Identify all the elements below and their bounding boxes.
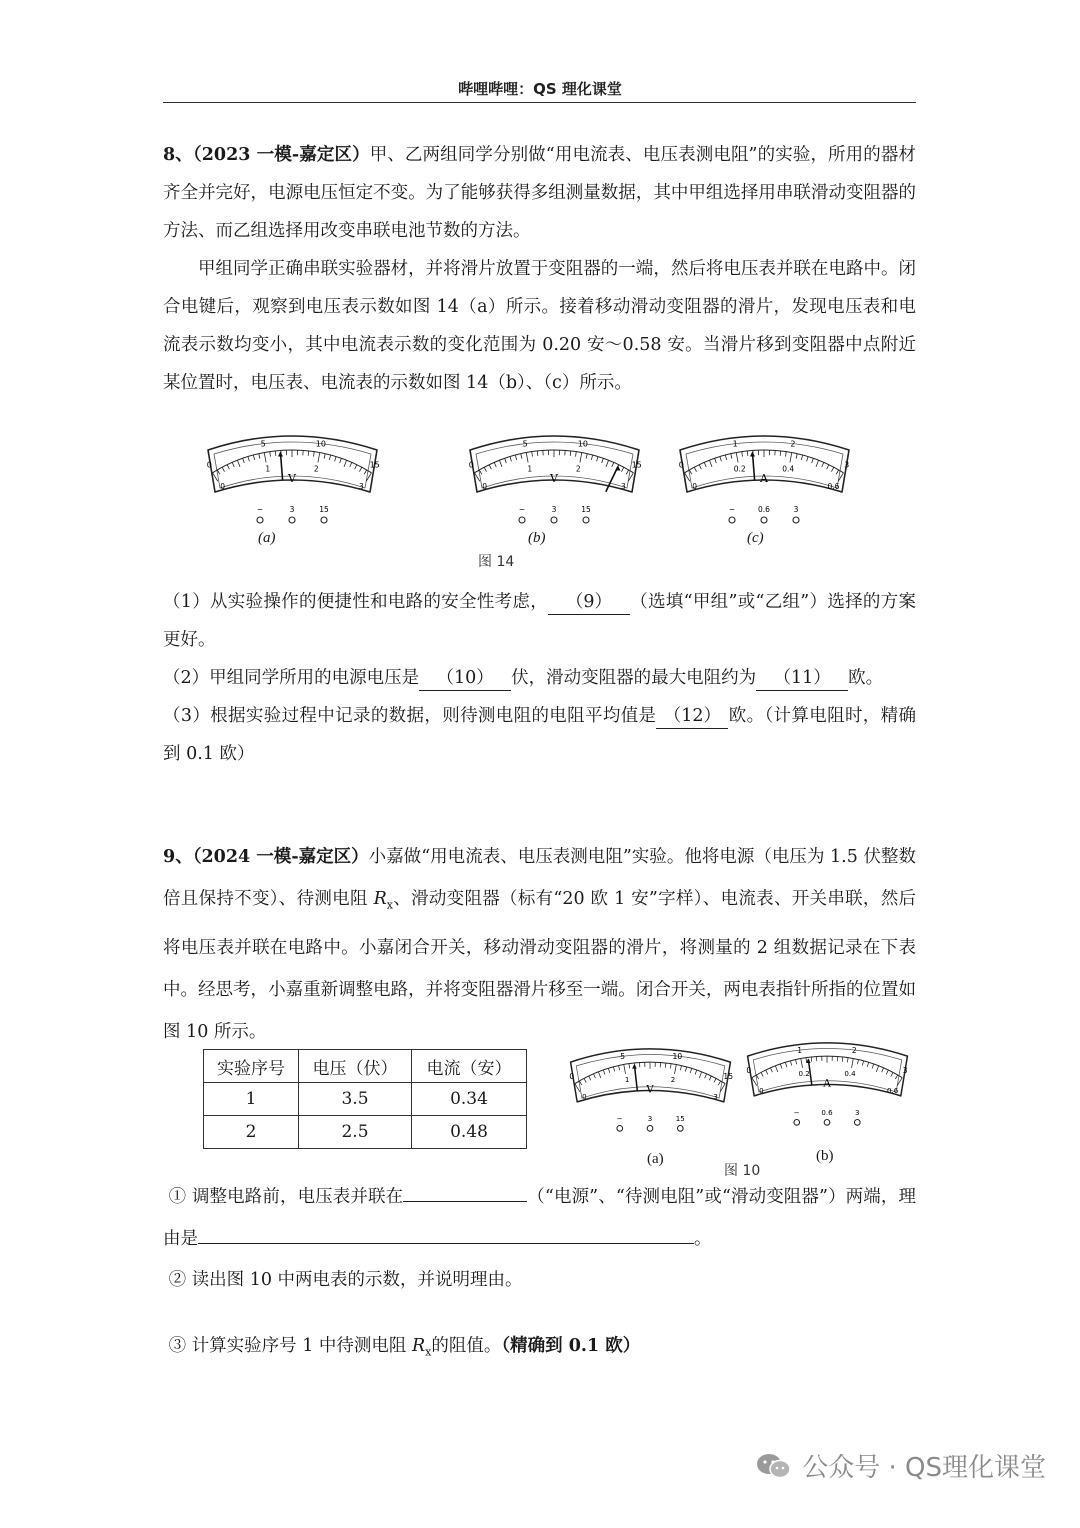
q8-sub2: （2）甲组同学所用的电源电压是 （10） 伏，滑动变阻器的最大电阻约为 （11） 欧。 <box>163 659 916 697</box>
terminal-label: − <box>728 505 736 514</box>
upper-scale-label: 10 <box>315 439 326 449</box>
terminal-post <box>289 517 295 523</box>
scale-tick <box>780 451 781 456</box>
lower-scale-label: 0.4 <box>844 1069 856 1079</box>
terminal-label: 3 <box>289 505 295 514</box>
scale-tick <box>665 1063 666 1068</box>
upper-scale-label: 0 <box>678 460 684 470</box>
q8-sub3: （3）根据实验过程中记录的数据，则待测电阻的电阻平均值是 （12） 欧。（计算电阻时，精确到 0.1 欧） <box>163 706 916 764</box>
lower-scale-label: 1 <box>527 464 533 474</box>
terminal-post <box>854 1120 860 1126</box>
upper-scale-label: 10 <box>577 439 588 449</box>
scale-tick <box>811 1057 812 1062</box>
lower-scale-label: 2 <box>575 464 581 474</box>
terminal-post <box>321 517 327 523</box>
table-cell: 2.5 <box>299 1116 412 1149</box>
lower-scale-label: 0 <box>482 481 487 491</box>
lower-scale-label: 0.6 <box>887 1085 899 1095</box>
blank-9[interactable]: （9） <box>548 590 630 615</box>
lower-scale-label: 1 <box>624 1075 630 1085</box>
upper-scale-label: 2 <box>790 439 796 449</box>
table-header: 电流（安） <box>412 1050 527 1083</box>
upper-scale-label: 0 <box>468 460 474 470</box>
scale-tick <box>308 451 309 456</box>
terminal-label: 15 <box>319 505 329 514</box>
upper-scale-label: 15 <box>723 1071 734 1081</box>
fig14-label-c: (c) <box>747 530 764 546</box>
header-divider <box>163 102 916 103</box>
blank-11[interactable]: （11） <box>756 666 848 691</box>
q9-sub2: ② 读出图 10 中两电表的示数，并说明理由。 <box>168 1270 523 1290</box>
upper-scale-label: 0 <box>746 1065 752 1075</box>
terminal-label: − <box>256 505 264 514</box>
fig14-label-b: (b) <box>528 530 546 546</box>
terminal-label: − <box>616 1113 623 1123</box>
scale-tick <box>570 451 571 456</box>
terminal-label: 0.6 <box>821 1107 833 1117</box>
lower-scale-label: 0 <box>759 1085 764 1095</box>
terminal-label: − <box>793 1107 800 1117</box>
scale-tick <box>275 451 276 456</box>
terminal-post <box>677 1126 683 1132</box>
scale-tick <box>747 451 748 456</box>
terminal-post <box>761 517 767 523</box>
terminal-post <box>583 517 589 523</box>
q8-label: 8、（2023 一模-嘉定区） <box>163 145 370 165</box>
fig10-ammeter-b <box>740 1037 915 1132</box>
meter-symbol: A <box>760 472 768 485</box>
terminal-label: 15 <box>581 505 591 514</box>
upper-scale-label: 2 <box>851 1045 857 1055</box>
upper-scale-label: 0 <box>206 460 212 470</box>
lower-scale-label: 0 <box>692 481 697 491</box>
terminal-label: 3 <box>855 1107 860 1117</box>
table-header: 实验序号 <box>204 1050 299 1083</box>
upper-scale-label: 15 <box>631 460 642 470</box>
blank-reason[interactable] <box>198 1243 694 1244</box>
meter-symbol: A <box>823 1077 831 1090</box>
upper-scale-label: 10 <box>672 1051 683 1061</box>
upper-scale-label: 5 <box>620 1051 626 1061</box>
terminal-label: 3 <box>793 505 799 514</box>
upper-scale-label: 3 <box>844 460 850 470</box>
terminal-post <box>551 517 557 523</box>
blank-12[interactable]: （12） <box>656 704 728 729</box>
scale-tick <box>537 451 538 456</box>
table-header-row <box>204 1050 527 1083</box>
upper-scale-label: 5 <box>260 439 266 449</box>
terminal-post <box>824 1120 830 1126</box>
upper-scale-label: 3 <box>902 1065 908 1075</box>
q8-sub1: （1）从实验操作的便捷性和电路的安全性考虑， （9） （选填“甲组”或“乙组”）选择的方案更好。 <box>163 592 916 650</box>
q9-sub1: ① 调整电路前，电压表并联在 （“电源”、“待测电阻”或“滑动变阻器”）两端，理由是 。 <box>163 1187 916 1249</box>
upper-scale-label: 1 <box>732 439 738 449</box>
terminal-post <box>257 517 263 523</box>
lower-scale-label: 2 <box>313 464 319 474</box>
terminal-label: 3 <box>551 505 557 514</box>
blank-10[interactable]: （10） <box>419 666 511 691</box>
q9-label: 9、（2024 一模-嘉定区） <box>163 847 369 867</box>
q8-text-1: 甲、乙两组同学分别做“用电流表、电压表测电阻”的实验，所用的器材齐全并完好，电源电压恒定不变。为了能够获得多组测量数据，其中甲组选择用串联滑动变阻器的方法、而乙组选择用改变串联电池节数的方法。 <box>163 145 916 241</box>
watermark-text: 公众号 · QS理化课堂 <box>802 1453 1046 1483</box>
lower-scale-label: 0 <box>220 481 225 491</box>
fig14-caption: 图 14 <box>478 554 515 570</box>
upper-scale-label: 15 <box>369 460 380 470</box>
lower-scale-label: 3 <box>359 481 364 491</box>
wechat-icon <box>756 1452 792 1480</box>
terminal-label: 0.6 <box>758 505 770 514</box>
terminal-post <box>617 1126 623 1132</box>
lower-scale-label: 0 <box>582 1091 587 1101</box>
q9-intro: 9、（2024 一模-嘉定区）小嘉做“用电流表、电压表测电阻”实验。他将电源（电压为 1.5 伏整数倍且保持不变）、待测电阻 $R_x$、滑动变阻器（标有“20 欧 1 安”字样）、电流表、开关串联，然后将电压表并联在电路中。小嘉闭合开关，移动滑动变阻器的滑片，将测量的 2 组数据记录在下表中。经思考，小嘉重新调整电路，并将变阻器滑片移至一端。闭合开关，两电表指针所指的位置如图 10 所示。 <box>163 847 917 1042</box>
fig14-voltmeter-a <box>200 430 385 530</box>
table-cell: 3.5 <box>299 1083 412 1116</box>
lower-scale-label: 1 <box>265 464 271 474</box>
terminal-post <box>793 517 799 523</box>
terminal-post <box>729 517 735 523</box>
terminal-post <box>794 1120 800 1126</box>
lower-scale-label: 2 <box>670 1075 676 1085</box>
table-cell: 0.48 <box>412 1116 527 1149</box>
terminal-post <box>647 1126 653 1132</box>
lower-scale-label: 0.2 <box>733 464 746 474</box>
fig10-label-a: (a) <box>647 1151 664 1167</box>
table-row <box>204 1116 527 1149</box>
lower-scale-label: 0.4 <box>782 464 795 474</box>
q9-sub3: ③ 计算实验序号 1 中待测电阻 $R_x$的阻值。（精确到 0.1 欧） <box>168 1336 641 1359</box>
table-header: 电压（伏） <box>299 1050 412 1083</box>
lower-scale-label: 3 <box>621 481 626 491</box>
q8-intro <box>163 136 916 250</box>
meter-symbol: V <box>550 472 558 485</box>
q9-data-table <box>203 1049 527 1149</box>
terminal-post <box>519 517 525 523</box>
blank-meter-position[interactable] <box>403 1201 527 1202</box>
upper-scale-label: 1 <box>797 1045 803 1055</box>
upper-scale-label: 0 <box>569 1071 575 1081</box>
table-cell: 0.34 <box>412 1083 527 1116</box>
q8-text-2: 甲组同学正确串联实验器材，并将滑片放置于变阻器的一端，然后将电压表并联在电路中。闭合电键后，观察到电压表示数如图 14（a）所示。接着移动滑动变阻器的滑片，发现电压表和电流表示数均变小，其中电流表示数的变化范围为 0.20 安～0.58 安。当滑片移到变阻器中点附近某位置时，电压表、电流表的示数如图 14（b）、（c）所示。 <box>163 259 916 393</box>
table-cell: 1 <box>204 1083 299 1116</box>
fig14-label-a: (a) <box>258 530 276 546</box>
fig10-caption: 图 10 <box>724 1163 761 1179</box>
lower-scale-label: 0.2 <box>798 1069 810 1079</box>
lower-scale-label: 3 <box>713 1091 718 1101</box>
fig10-label-b: (b) <box>816 1148 834 1164</box>
terminal-label: − <box>518 505 526 514</box>
table-row <box>204 1083 527 1116</box>
lower-scale-label: 0.6 <box>827 481 840 491</box>
meter-symbol: V <box>646 1083 654 1096</box>
fig10-voltmeter-a <box>563 1043 738 1138</box>
terminal-label: 15 <box>675 1113 685 1123</box>
page-header: 哔哩哔哩：QS 理化课堂 <box>458 80 622 98</box>
upper-scale-label: 5 <box>522 439 528 449</box>
fig14-voltmeter-b <box>462 430 647 530</box>
scale-tick <box>842 1057 843 1062</box>
terminal-label: 3 <box>647 1113 653 1123</box>
meter-symbol: V <box>288 472 296 485</box>
fig14-ammeter-c <box>672 430 857 530</box>
table-cell: 2 <box>204 1116 299 1149</box>
watermark <box>756 1447 1046 1484</box>
